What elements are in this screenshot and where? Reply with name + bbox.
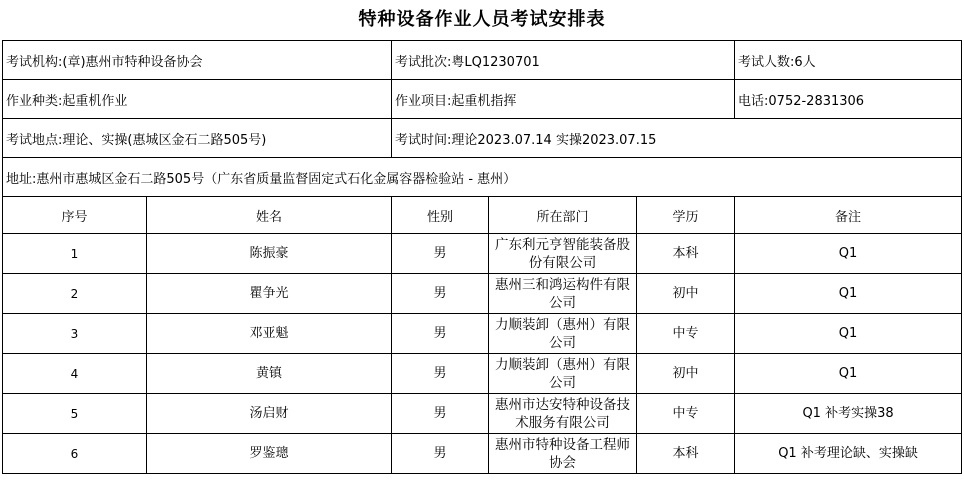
row-note: Q1 [735,314,962,354]
row-edu: 中专 [637,314,735,354]
job-type: 作业种类:起重机作业 [3,80,392,119]
row-gender: 男 [392,234,489,274]
table-row [3,434,962,474]
phone: 电话:0752-2831306 [735,80,962,119]
row-no: 1 [3,234,147,274]
col-header-gender: 性别 [392,197,489,234]
row-no: 3 [3,314,147,354]
row-name: 罗鉴璁 [147,434,392,474]
row-gender: 男 [392,354,489,394]
col-header-no: 序号 [3,197,147,234]
row-dept: 力顺装卸（惠州）有限公司 [489,314,637,354]
row-dept: 惠州市达安特种设备技术服务有限公司 [489,394,637,434]
col-header-note: 备注 [735,197,962,234]
row-edu: 中专 [637,394,735,434]
row-name: 邓亚魁 [147,314,392,354]
col-header-dept: 所在部门 [489,197,637,234]
row-edu: 初中 [637,274,735,314]
exam-location: 考试地点:理论、实操(惠城区金石二路505号) [3,119,392,158]
row-edu: 初中 [637,354,735,394]
exam-org: 考试机构:(章)惠州市特种设备协会 [3,41,392,80]
row-name: 汤启财 [147,394,392,434]
col-header-edu: 学历 [637,197,735,234]
table-header [3,197,962,234]
row-no: 4 [3,354,147,394]
info-row-3 [3,119,962,158]
row-no: 5 [3,394,147,434]
row-no: 2 [3,274,147,314]
row-dept: 力顺装卸（惠州）有限公司 [489,354,637,394]
col-header-name: 姓名 [147,197,392,234]
row-note: Q1 补考理论缺、实操缺 [735,434,962,474]
table-row [3,314,962,354]
table-row [3,394,962,434]
table-row [3,234,962,274]
job-item: 作业项目:起重机指挥 [392,80,735,119]
row-name: 陈振豪 [147,234,392,274]
info-row-1 [3,41,962,80]
row-dept: 惠州三和鸿运构件有限公司 [489,274,637,314]
exam-batch: 考试批次:粤LQ1230701 [392,41,735,80]
row-dept: 广东利元亨智能装备股份有限公司 [489,234,637,274]
exam-schedule-table [2,40,962,474]
row-gender: 男 [392,394,489,434]
row-note: Q1 [735,234,962,274]
row-no: 6 [3,434,147,474]
row-note: Q1 [735,354,962,394]
row-name: 黄镇 [147,354,392,394]
row-note: Q1 补考实操38 [735,394,962,434]
row-edu: 本科 [637,234,735,274]
row-name: 瞿争光 [147,274,392,314]
row-note: Q1 [735,274,962,314]
exam-count: 考试人数:6人 [735,41,962,80]
info-row-2 [3,80,962,119]
info-row-4 [3,158,962,197]
table-row [3,354,962,394]
page-title: 特种设备作业人员考试安排表 [358,9,606,30]
row-edu: 本科 [637,434,735,474]
row-gender: 男 [392,274,489,314]
row-dept: 惠州市特种设备工程师协会 [489,434,637,474]
row-gender: 男 [392,434,489,474]
row-gender: 男 [392,314,489,354]
exam-address: 地址:惠州市惠城区金石二路505号（广东省质量监督固定式石化金属容器检验站 - 惠州） [3,158,962,197]
exam-time: 考试时间:理论2023.07.14 实操2023.07.15 [392,119,962,158]
table-row [3,274,962,314]
